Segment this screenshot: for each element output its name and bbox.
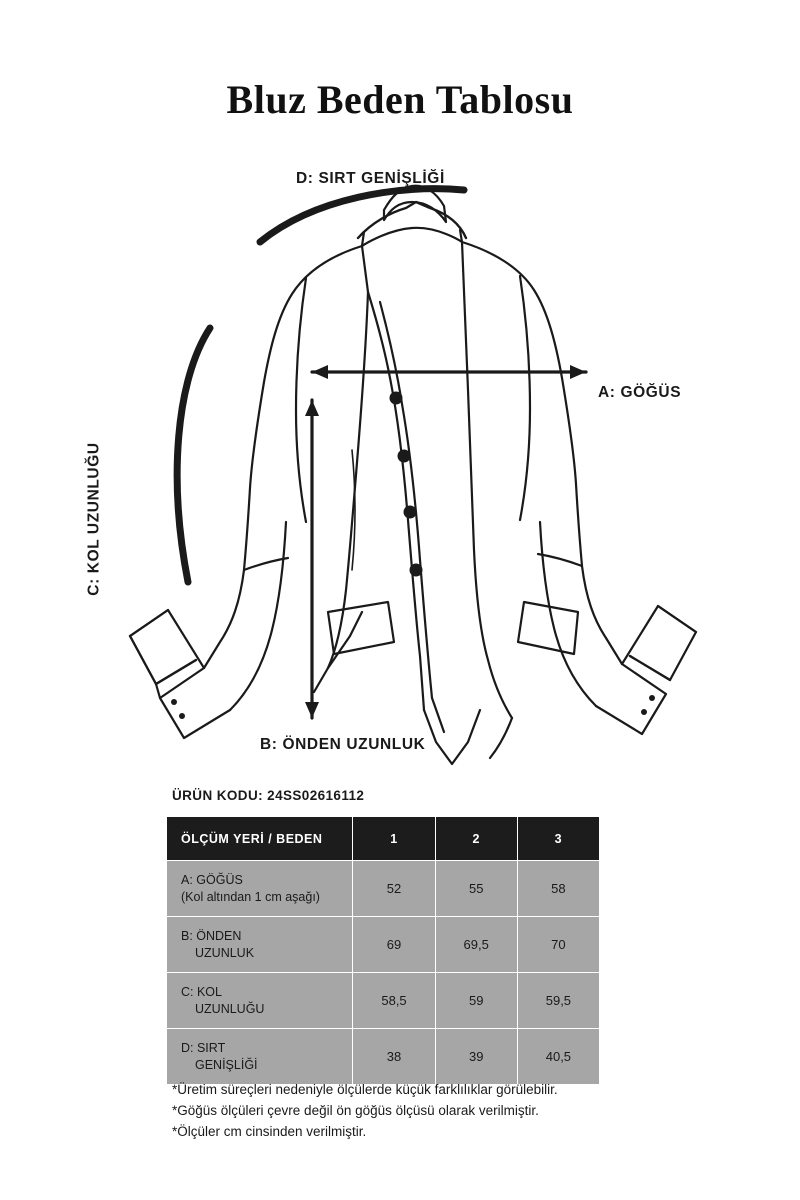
row-label-line2: (Kol altından 1 cm aşağı)	[181, 889, 320, 904]
header-size-2: 2	[435, 817, 517, 861]
cell-chest-size2: 55	[435, 861, 517, 917]
size-table	[166, 816, 600, 1085]
cell-back-width-size2: 39	[435, 1029, 517, 1085]
blouse-technical-drawing	[100, 150, 720, 780]
label-front-length: B: ÖNDEN UZUNLUK	[260, 736, 426, 753]
size-table-container	[166, 816, 600, 1085]
row-label-line2: UZUNLUK	[195, 945, 255, 960]
row-label-line1: A: GÖĞÜS	[181, 872, 243, 887]
cell-sleeve-length-size1: 58,5	[353, 973, 435, 1029]
product-code	[172, 788, 364, 803]
table-header-row	[167, 817, 600, 861]
header-size-1: 1	[353, 817, 435, 861]
garment-diagram	[85, 150, 720, 780]
table-row	[167, 861, 600, 917]
size-table-head	[167, 817, 600, 861]
row-label-line1: C: KOL	[181, 984, 222, 999]
size-table-body	[167, 861, 600, 1085]
cell-back-width-size3: 40,5	[517, 1029, 599, 1085]
row-label-front-length	[167, 917, 353, 973]
label-chest: A: GÖĞÜS	[598, 384, 682, 401]
label-back-width: D: SIRT GENİŞLİĞİ	[296, 170, 445, 187]
page-title: Bluz Beden Tablosu	[226, 77, 574, 122]
row-label-line1: D: SIRT	[181, 1040, 226, 1055]
cell-front-length-size3: 70	[517, 917, 599, 973]
table-row	[167, 973, 600, 1029]
product-code-value: 24SS02616112	[267, 788, 365, 803]
cell-chest-size3: 58	[517, 861, 599, 917]
footnotes	[172, 1080, 732, 1143]
row-label-back-width	[167, 1029, 353, 1085]
footnote-2: *Göğüs ölçüleri çevre değil ön göğüs ölçüsü olarak verilmiştir.	[172, 1102, 539, 1118]
product-code-label: ÜRÜN KODU:	[172, 788, 263, 803]
cell-sleeve-length-size3: 59,5	[517, 973, 599, 1029]
footnote-1: *Üretim süreçleri nedeniyle ölçülerde küçük farklılıklar görülebilir.	[172, 1082, 558, 1097]
row-label-line1: B: ÖNDEN	[181, 928, 242, 943]
label-sleeve-length: C: KOL UZUNLUĞU	[85, 442, 103, 596]
row-label-line2: GENİŞLİĞİ	[195, 1057, 258, 1072]
row-label-line2: UZUNLUĞU	[195, 1001, 265, 1016]
table-row	[167, 1029, 600, 1085]
row-label-chest	[167, 861, 353, 917]
header-size-3: 3	[517, 817, 599, 861]
cell-back-width-size1: 38	[353, 1029, 435, 1085]
cell-sleeve-length-size2: 59	[435, 973, 517, 1029]
header-measurement: ÖLÇÜM YERİ / BEDEN	[167, 817, 353, 861]
row-label-sleeve-length	[167, 973, 353, 1029]
table-row	[167, 917, 600, 973]
cell-chest-size1: 52	[353, 861, 435, 917]
cell-front-length-size1: 69	[353, 917, 435, 973]
cell-front-length-size2: 69,5	[435, 917, 517, 973]
footnote-3: *Ölçüler cm cinsinden verilmiştir.	[172, 1123, 367, 1139]
